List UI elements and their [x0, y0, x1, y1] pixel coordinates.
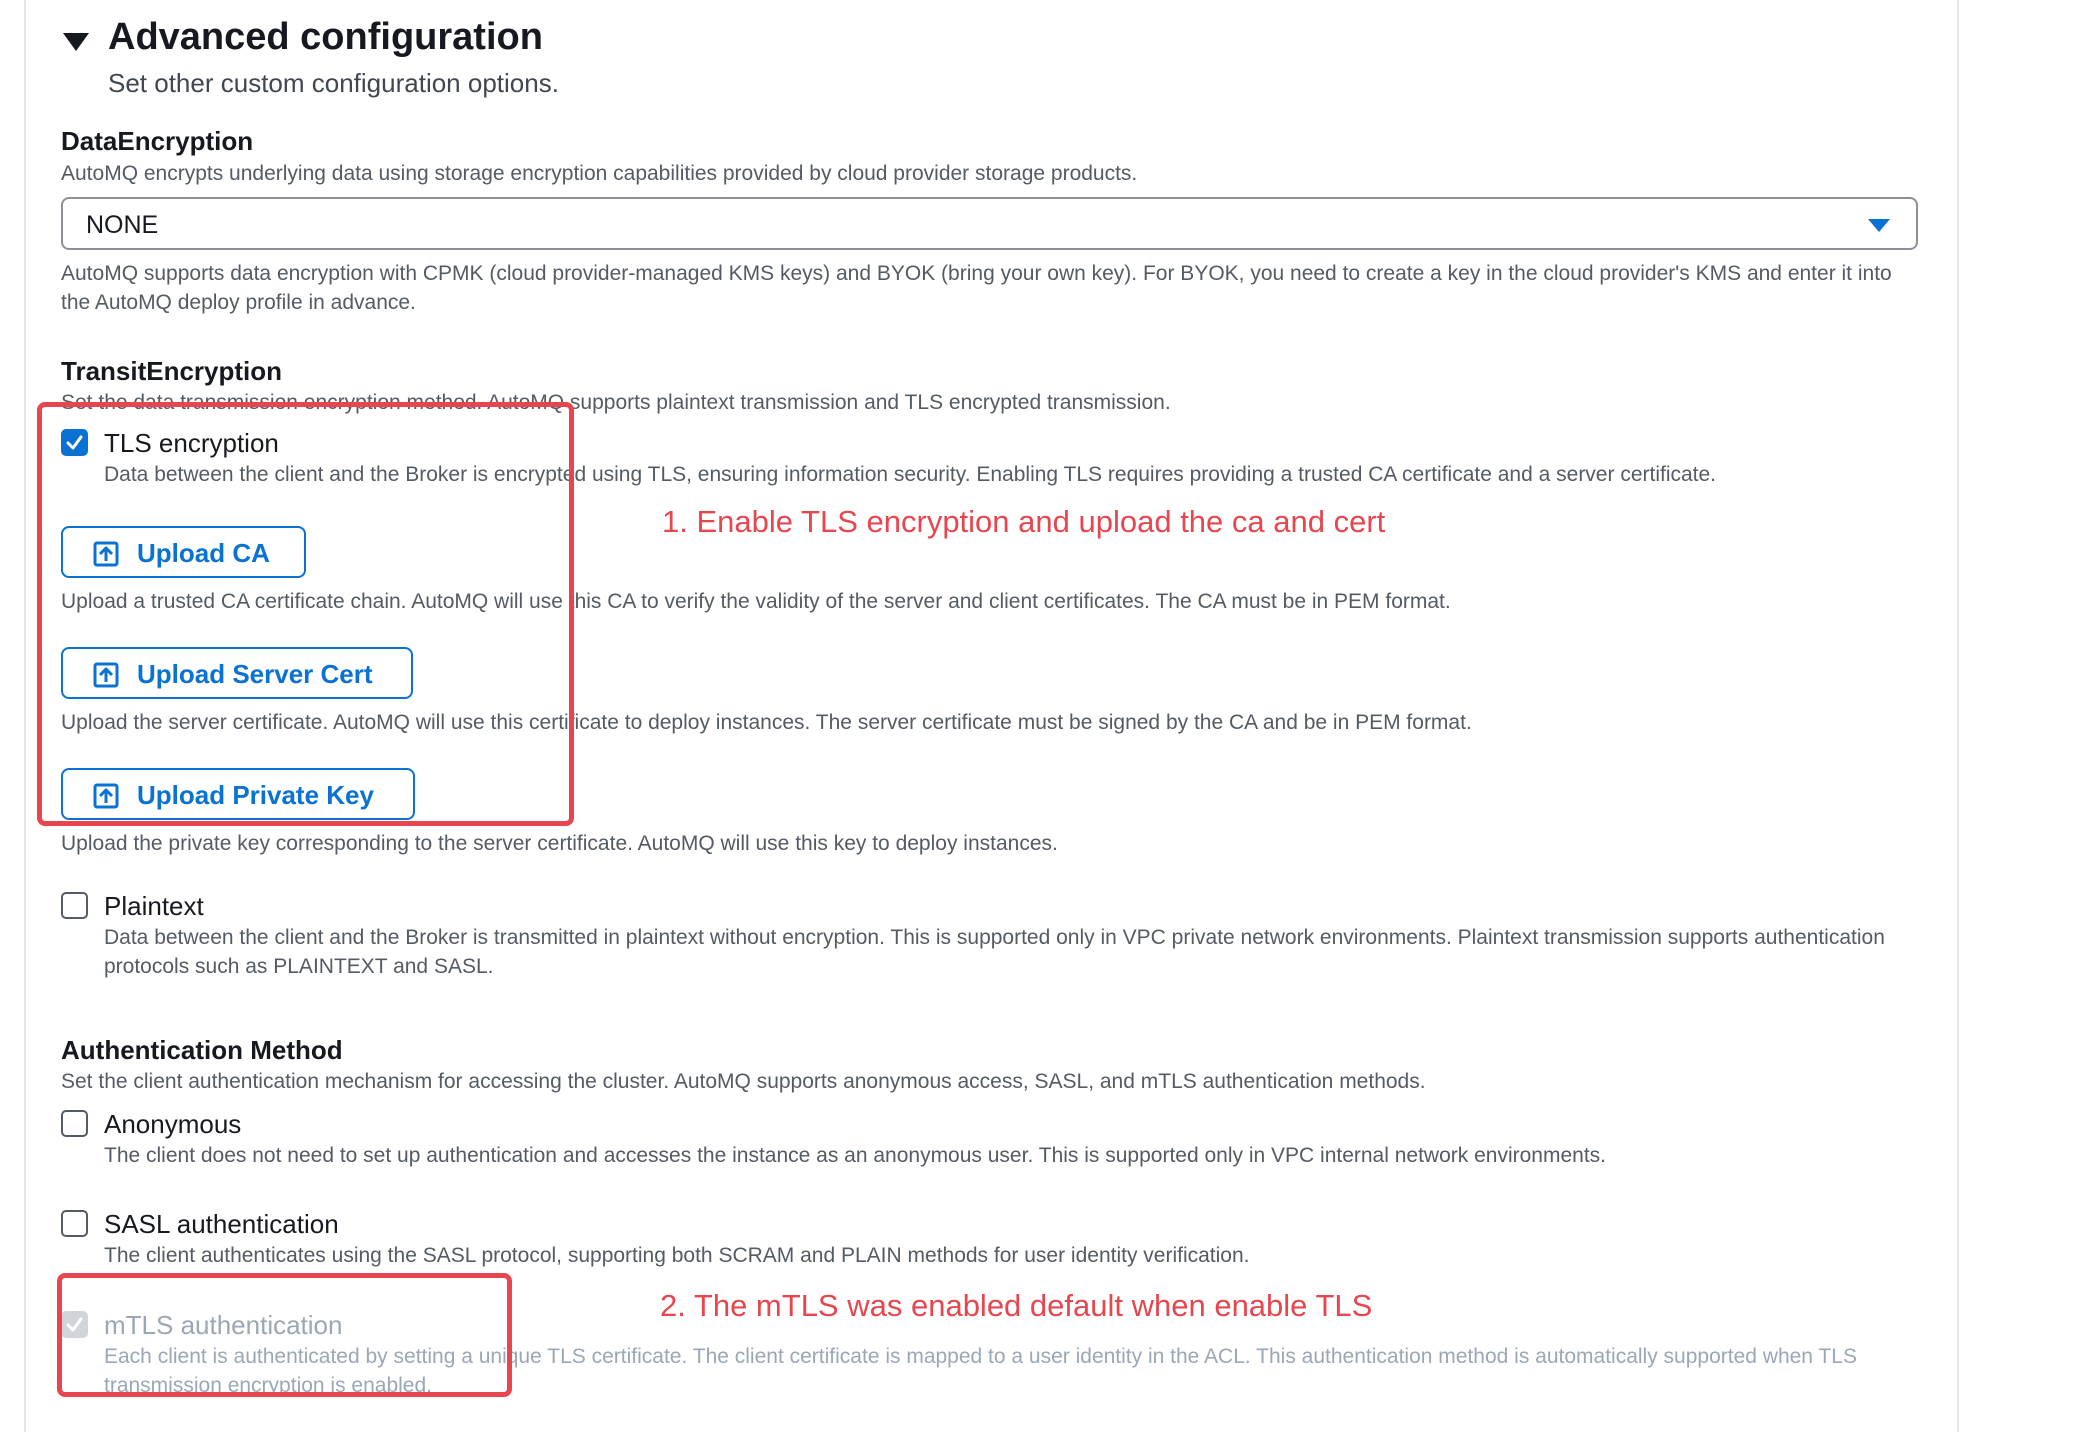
- transit-encryption-description: Set the data transmission encryption method. AutoMQ supports plaintext transmission and TLS encrypted transmission.: [61, 391, 1171, 414]
- upload-ca-label: Upload CA: [137, 538, 270, 568]
- authentication-method-description: Set the client authentication mechanism for accessing the cluster. AutoMQ supports anonymous access, SASL, and mTLS authentication methods.: [61, 1070, 1426, 1093]
- section-title[interactable]: Advanced configuration: [108, 16, 543, 58]
- data-encryption-label: DataEncryption: [61, 126, 254, 156]
- anonymous-description: The client does not need to set up authentication and accesses the instance as an anonymous user. This is supported only in VPC internal network environments.: [104, 1144, 1607, 1167]
- upload-ca-help: Upload a trusted CA certificate chain. AutoMQ will use this CA to verify the validity of the server and client certificates. The CA must be in PEM format.: [61, 590, 1451, 613]
- annotation-note-tls: 1. Enable TLS encryption and upload the ca and cert: [662, 504, 1386, 539]
- sasl-authentication-checkbox[interactable]: [61, 1210, 88, 1237]
- annotation-note-mtls: 2. The mTLS was enabled default when enable TLS: [660, 1288, 1373, 1323]
- container-left-border: [24, 0, 26, 1432]
- upload-private-key-label: Upload Private Key: [137, 780, 374, 810]
- data-encryption-select[interactable]: [61, 197, 1918, 250]
- data-encryption-select-value: NONE: [86, 211, 159, 239]
- sasl-authentication-description: The client authenticates using the SASL protocol, supporting both SCRAM and PLAIN methods for user identity verification.: [104, 1244, 1250, 1267]
- mtls-authentication-label: mTLS authentication: [104, 1310, 343, 1340]
- upload-server-cert-label: Upload Server Cert: [137, 659, 373, 689]
- data-encryption-description: AutoMQ encrypts underlying data using storage encryption capabilities provided by cloud provider storage products.: [61, 162, 1138, 185]
- plaintext-checkbox[interactable]: [61, 892, 88, 919]
- chevron-down-icon: [1868, 219, 1890, 232]
- plaintext-label[interactable]: Plaintext: [104, 891, 204, 921]
- data-encryption-help: AutoMQ supports data encryption with CPMK (cloud provider-managed KMS keys) and BYOK (bring your own key). For BYOK, you need to create a key in the cloud provider's KMS and enter it into the AutoMQ deploy profile in advance.: [61, 262, 1892, 314]
- caret-down-icon[interactable]: [63, 33, 89, 51]
- tls-encryption-label[interactable]: TLS encryption: [104, 428, 279, 458]
- annotation-box-tls: [37, 402, 574, 826]
- authentication-method-label: Authentication Method: [61, 1035, 343, 1065]
- section-subtitle: Set other custom configuration options.: [108, 68, 559, 98]
- plaintext-description: Data between the client and the Broker is transmitted in plaintext without encryption. This is supported only in VPC private network environments. Plaintext transmission supports authentication protocols such as PLAINTEXT and SASL.: [104, 926, 1885, 978]
- upload-private-key-help: Upload the private key corresponding to the server certificate. AutoMQ will use this key to deploy instances.: [61, 832, 1058, 855]
- sasl-authentication-label[interactable]: SASL authentication: [104, 1209, 339, 1239]
- upload-server-cert-help: Upload the server certificate. AutoMQ will use this certificate to deploy instances. The server certificate must be signed by the CA and be in PEM format.: [61, 711, 1472, 734]
- annotation-box-mtls: [57, 1273, 512, 1397]
- tls-encryption-description: Data between the client and the Broker is encrypted using TLS, ensuring information security. Enabling TLS requires providing a trusted CA certificate and a server certificate.: [104, 463, 1717, 486]
- transit-encryption-label: TransitEncryption: [61, 356, 283, 386]
- mtls-authentication-description: Each client is authenticated by setting a unique TLS certificate. The client certificate is mapped to a user identity in the ACL. This authentication method is automatically supported when TLS transmission encryption is enabled.: [104, 1345, 1857, 1397]
- container-right-border: [1957, 0, 1959, 1432]
- anonymous-checkbox[interactable]: [61, 1110, 88, 1137]
- anonymous-label[interactable]: Anonymous: [104, 1109, 242, 1139]
